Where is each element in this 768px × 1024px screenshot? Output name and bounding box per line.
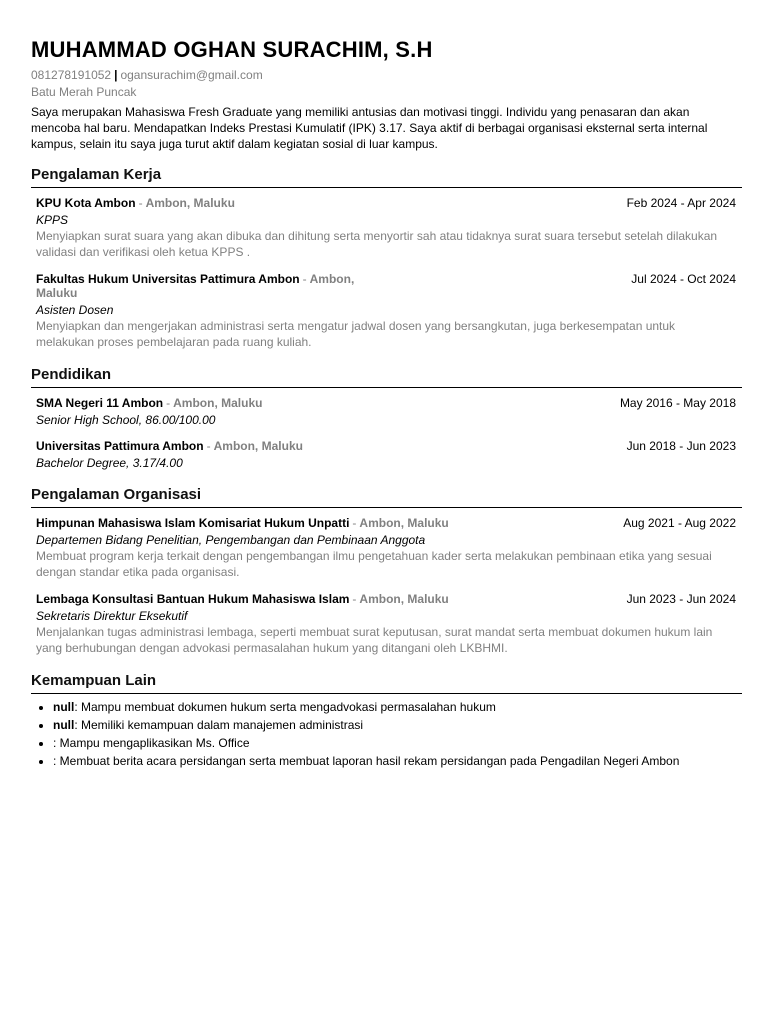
skill-text: : Memiliki kemampuan dalam manajemen administrasi [74,718,364,732]
contact-line [31,68,742,83]
organization-name: Lembaga Konsultasi Bantuan Hukum Mahasiswa Islam [36,592,350,606]
school-name: SMA Negeri 11 Ambon [36,396,164,410]
employer-name: Fakultas Hukum Universitas Pattimura Ambon [36,272,300,286]
job-dates: Feb 2024 - Apr 2024 [626,196,736,210]
section-title-organizations: Pengalaman Organisasi [31,486,742,508]
job-location: Ambon, Maluku [36,272,355,300]
skill-item [53,698,742,716]
degree-info: Bachelor Degree, 3.17/4.00 [36,456,183,470]
job-description: Menyiapkan dan mengerjakan administrasi serta mengatur jadwal dosen yang bersangkutan, juga berkesempatan untuk melakukan proses pembelajaran pada ruang kuliah. [36,319,676,349]
organization-description: Membuat program kerja terkait dengan pengembangan ilmu pengetahuan kader serta melakukan pembinaan etika yang sesuai dengan standar etika pada organisasi. [36,549,712,579]
dash-separator: - [302,272,307,286]
job-role: KPPS [36,213,69,227]
organization-dates: Aug 2021 - Aug 2022 [623,516,736,530]
skill-item [53,734,742,752]
section-title-skills: Kemampuan Lain [31,672,742,694]
job-dates: Jul 2024 - Oct 2024 [631,272,736,286]
organization-section [31,486,742,656]
skill-label: null [53,718,75,732]
section-title-education: Pendidikan [31,366,742,388]
skill-text: : Membuat berita acara persidangan serta membuat laporan hasil rekam persidangan pada Pengadilan Negeri Ambon [53,754,680,768]
email-address: ogansurachim@gmail.com [120,68,263,82]
skill-label: null [53,700,75,714]
school-location: Ambon, Maluku [173,396,263,410]
work-experience-section [31,166,742,350]
profile-summary: Saya merupakan Mahasiswa Fresh Graduate yang memiliki antusias dan motivasi tinggi. Individu yang penasaran dan akan mencoba hal baru. Mendapatkan Indeks Prestasi Kumulatif (IPK) 3.17. Saya aktif di berbagai organisasi eksternal serta internal kampus, selain itu saya juga turut aktif dalam kegiatan sosial di luar kampus. [31,105,708,151]
skill-text: : Mampu membuat dokumen hukum serta mengadvokasi permasalahan hukum [74,700,496,714]
organization-name: Himpunan Mahasiswa Islam Komisariat Hukum Unpatti [36,516,350,530]
organization-role: Sekretaris Direktur Eksekutif [36,609,188,623]
dash-separator: - [352,592,357,606]
section-title-work: Pengalaman Kerja [31,166,742,188]
candidate-name: MUHAMMAD OGHAN SURACHIM, S.H [31,37,433,62]
organization-role: Departemen Bidang Penelitian, Pengembangan dan Pembinaan Anggota [36,533,426,547]
education-entry [31,396,736,427]
education-dates: Jun 2018 - Jun 2023 [626,439,736,453]
organization-entry [31,592,736,656]
organization-dates: Jun 2023 - Jun 2024 [626,592,736,606]
skill-item [53,716,742,734]
phone-number: 081278191052 [31,68,112,82]
organization-description: Menjalankan tugas administrasi lembaga, seperti membuat surat keputusan, surat mandat serta membuat dokumen hukum lain yang berhubungan dengan advokasi permasalahan hukum yang ditangani oleh LKBHMI. [36,625,713,655]
education-section [31,366,742,470]
dash-separator: - [206,439,211,453]
education-dates: May 2016 - May 2018 [619,396,736,410]
employer-name: KPU Kota Ambon [36,196,136,210]
organization-location: Ambon, Maluku [359,592,449,606]
home-address: Batu Merah Puncak [31,85,137,99]
skills-list [31,698,742,770]
skill-item [53,752,742,770]
resume-page [31,36,742,770]
job-location: Ambon, Maluku [145,196,235,210]
job-role: Asisten Dosen [36,303,114,317]
dash-separator: - [166,396,171,410]
organization-entry [31,516,736,580]
school-name: Universitas Pattimura Ambon [36,439,204,453]
dash-separator: - [138,196,143,210]
experience-entry [31,272,736,350]
job-description: Menyiapkan surat suara yang akan dibuka dan dihitung serta menyortir sah atau tidaknya surat suara tersebut setelah dilakukan validasi dan verifikasi oleh ketua KPPS . [36,229,718,259]
organization-location: Ambon, Maluku [359,516,449,530]
degree-info: Senior High School, 86.00/100.00 [36,413,216,427]
skills-section [31,672,742,770]
education-entry [31,439,736,470]
experience-entry [31,196,736,260]
school-location: Ambon, Maluku [213,439,303,453]
contact-separator: | [114,68,118,82]
dash-separator: - [352,516,357,530]
skill-text: : Mampu mengaplikasikan Ms. Office [53,736,250,750]
